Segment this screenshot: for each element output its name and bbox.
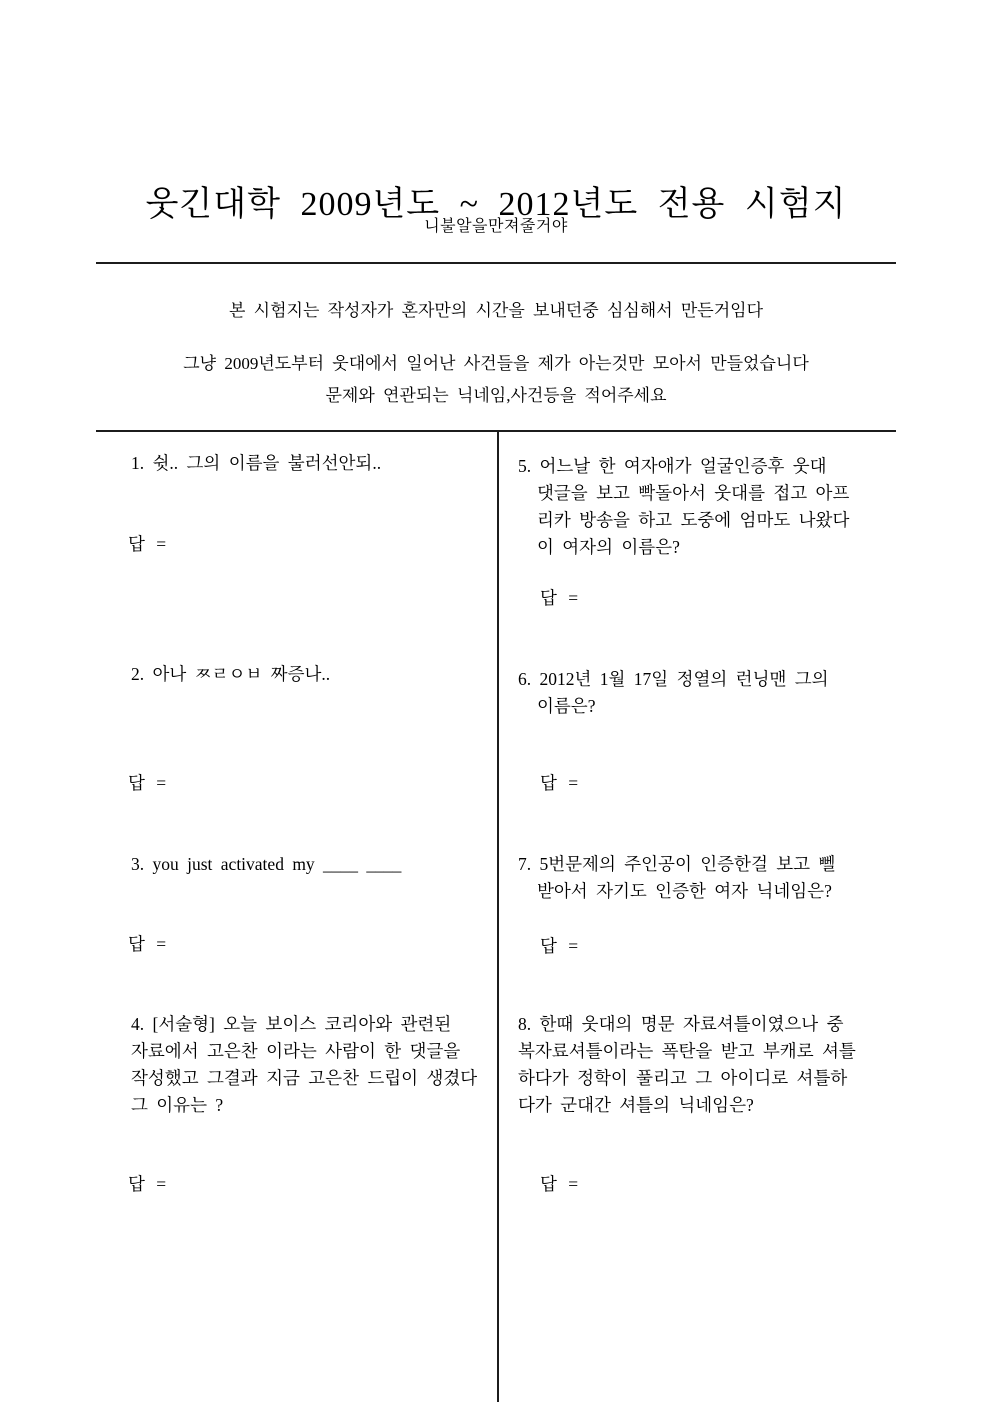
answer-line-q4: 답 = xyxy=(128,1174,167,1194)
intro-line-2: 그냥 2009년도부터 웃대에서 일어난 사건들을 제가 아는것만 모아서 만들었습니다 xyxy=(183,354,809,373)
question-7-line: 7. 5번문제의 주인공이 인증한걸 보고 뻴 xyxy=(518,854,836,874)
question-6-line: 6. 2012년 1월 17일 정열의 런닝맨 그의 xyxy=(518,669,829,689)
intro-line-1: 본 시험지는 작성자가 혼자만의 시간을 보내던중 심심해서 만든거임다 xyxy=(229,301,763,320)
question-5-line: 5. 어느날 한 여자애가 얼굴인증후 웃대 xyxy=(518,456,827,476)
intro-line-3: 문제와 연관되는 닉네임,사건등을 적어주세요 xyxy=(325,386,667,405)
answer-line-q8: 답 = xyxy=(540,1174,579,1194)
question-6-line: 이름은? xyxy=(537,696,596,716)
question-5-line: 리카 방송을 하고 도중에 엄마도 나왔다 xyxy=(537,510,850,530)
question-1 xyxy=(131,450,499,477)
answer-line-q2: 답 = xyxy=(128,773,167,793)
page-subtitle: 니불알을만져줄거야 xyxy=(424,218,568,235)
question-3 xyxy=(131,851,499,878)
question-4-line: 작성했고 그결과 지금 고은찬 드립이 생겼다 xyxy=(131,1068,478,1088)
answer-line-q1: 답 = xyxy=(128,534,167,554)
question-7-line: 받아서 자기도 인증한 여자 닉네임은? xyxy=(537,881,832,901)
question-4-line: 4. [서술형] 오늘 보이스 코리아와 관련된 xyxy=(131,1014,452,1034)
question-8-line: 복자료셔틀이라는 폭탄을 받고 부캐로 셔틀 xyxy=(518,1041,856,1061)
question-8-line: 하다가 정학이 풀리고 그 아이디로 셔틀하 xyxy=(518,1068,848,1088)
questions-divider-line xyxy=(96,430,896,432)
question-5-line: 댓글을 보고 빡돌아서 웃대를 접고 아프 xyxy=(537,483,850,503)
header-divider-line xyxy=(96,262,896,264)
question-2 xyxy=(131,661,499,688)
question-7 xyxy=(518,851,920,905)
question-2-line: 2. 아나 ㅉㄹㅇㅂ 짜증나.. xyxy=(131,664,331,684)
question-6 xyxy=(518,666,920,720)
question-5-line: 이 여자의 이름은? xyxy=(537,537,680,557)
question-1-line: 1. 쉿.. 그의 이름을 불러선안되.. xyxy=(131,453,382,473)
answer-line-q3: 답 = xyxy=(128,934,167,954)
question-3-line: 3. you just activated my ____ ____ xyxy=(131,854,402,874)
answer-line-q7: 답 = xyxy=(540,936,579,956)
question-8 xyxy=(518,1011,920,1119)
column-divider-line xyxy=(497,431,499,1402)
page-title: 웃긴대학 2009년도 ~ 2012년도 전용 시험지 xyxy=(145,185,847,223)
question-8-line: 8. 한때 웃대의 명문 자료셔틀이였으나 중 xyxy=(518,1014,844,1034)
question-4-line: 그 이유는 ? xyxy=(131,1095,224,1115)
question-4 xyxy=(131,1011,499,1119)
question-5 xyxy=(518,453,920,561)
question-4-line: 자료에서 고은찬 이라는 사람이 한 댓글을 xyxy=(131,1041,461,1061)
answer-line-q6: 답 = xyxy=(540,773,579,793)
question-8-line: 다가 군대간 셔틀의 닉네임은? xyxy=(518,1095,754,1115)
answer-line-q5: 답 = xyxy=(540,588,579,608)
